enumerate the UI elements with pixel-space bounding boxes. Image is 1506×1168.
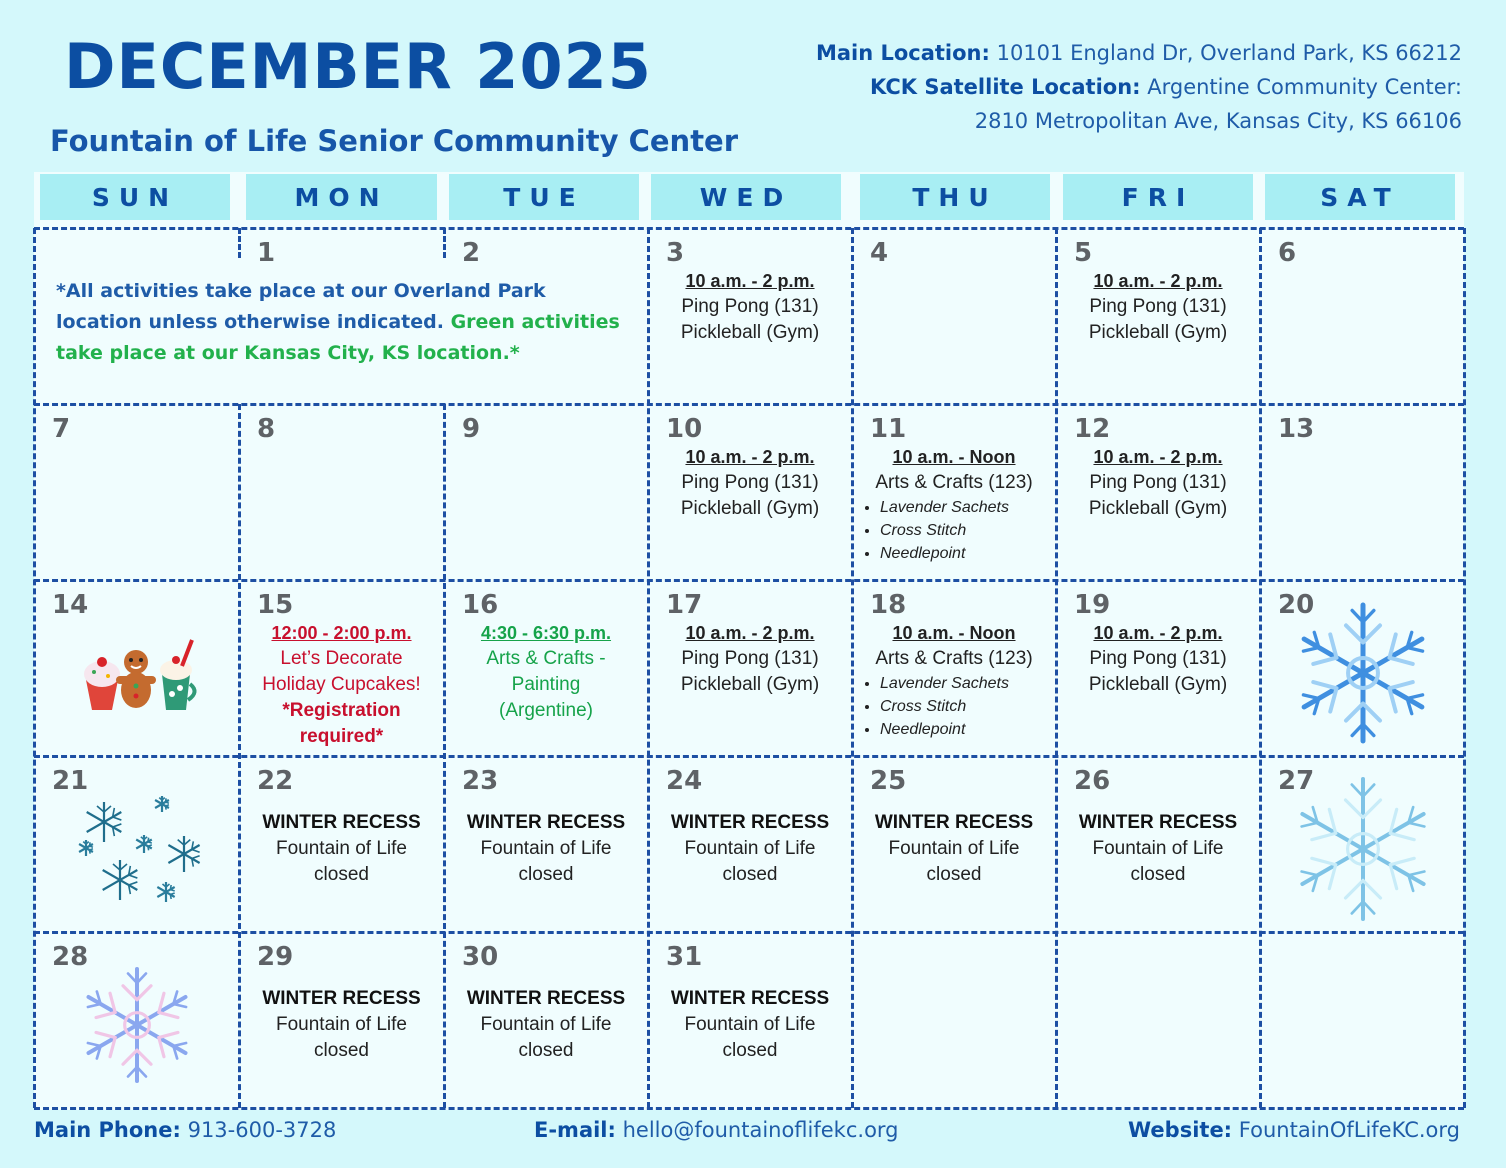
event-time: 10 a.m. - 2 p.m. <box>1093 447 1223 467</box>
event <box>1056 810 1260 888</box>
registration-note: required* <box>299 726 384 747</box>
event <box>648 986 852 1064</box>
day-cell <box>444 404 648 580</box>
event-time: 10 a.m. - 2 p.m. <box>685 447 815 467</box>
weekday-sat: SAT <box>1265 174 1455 220</box>
weekday-wed: WED <box>651 174 841 220</box>
grid-line-vertical <box>443 228 446 258</box>
event-line: closed <box>314 864 369 885</box>
event <box>852 810 1056 888</box>
event <box>1056 444 1260 522</box>
event <box>852 620 1056 741</box>
activity-item: • Needlepoint <box>880 718 1056 741</box>
weekday-mon: MON <box>246 174 437 220</box>
day-number: 24 <box>666 766 703 796</box>
event-time: 10 a.m. - Noon <box>892 447 1016 467</box>
event <box>444 620 648 724</box>
day-number: 20 <box>1278 590 1315 620</box>
event-line: Fountain of Life <box>480 1014 612 1035</box>
activity-item: • Lavender Sachets <box>880 496 1056 519</box>
day-number: 26 <box>1074 766 1111 796</box>
day-cell <box>648 228 852 404</box>
grid-line-vertical <box>238 228 241 258</box>
event <box>239 986 444 1064</box>
day-number: 13 <box>1278 414 1315 444</box>
event-line: Fountain of Life <box>888 838 1020 859</box>
day-number: 3 <box>666 238 685 268</box>
grid-line-horizontal <box>34 403 1464 406</box>
day-cell <box>852 756 1056 932</box>
event-time: 10 a.m. - Noon <box>892 623 1016 643</box>
event <box>239 620 444 750</box>
event <box>444 986 648 1064</box>
location-note-green: Green activities take place at our Kansas City, KS location.* <box>56 311 620 364</box>
grid-line-vertical <box>1463 228 1466 1108</box>
holiday-treats-icon <box>78 636 198 720</box>
event-line: Ping Pong (131) <box>1089 648 1227 669</box>
calendar <box>34 172 1464 1110</box>
day-cell <box>1260 756 1464 932</box>
satellite-location-line1: Argentine Community Center: <box>1147 75 1462 99</box>
day-number: 12 <box>1074 414 1111 444</box>
day-cell <box>239 932 444 1108</box>
event-line: closed <box>314 1040 369 1061</box>
day-cell <box>34 756 239 932</box>
event-line: Pickleball (Gym) <box>680 322 820 343</box>
snowflake-cluster-icon <box>74 796 204 910</box>
day-cell <box>648 932 852 1108</box>
event-line: closed <box>1130 864 1186 885</box>
event-line: closed <box>518 864 574 885</box>
registration-note: *Registration <box>282 700 401 721</box>
event-line: Fountain of Life <box>1092 838 1224 859</box>
calendar-grid <box>34 228 1464 1108</box>
activity-list <box>852 496 1056 565</box>
snowflake-pastel-icon <box>62 950 212 1104</box>
day-cell <box>852 932 1056 1108</box>
event-line: Fountain of Life <box>480 838 612 859</box>
day-cell <box>852 580 1056 756</box>
activity-item: • Cross Stitch <box>880 695 1056 718</box>
location-note <box>56 276 636 369</box>
event-time: 10 a.m. - 2 p.m. <box>685 271 815 291</box>
snowflake-light-icon <box>1288 774 1438 928</box>
grid-line-horizontal <box>34 227 1464 230</box>
event-line: Arts & Crafts (123) <box>875 472 1033 493</box>
grid-line-vertical <box>1055 228 1058 1108</box>
main-location-address: 10101 England Dr, Overland Park, KS 66212 <box>996 41 1462 65</box>
grid-line-horizontal <box>34 931 1464 934</box>
grid-line-vertical <box>33 228 36 1108</box>
event-line: Fountain of Life <box>684 838 816 859</box>
event <box>852 444 1056 565</box>
event-line: Fountain of Life <box>684 1014 816 1035</box>
event-line: closed <box>722 1040 778 1061</box>
grid-line-horizontal <box>34 1107 1464 1110</box>
activity-item: • Needlepoint <box>880 542 1056 565</box>
day-cell <box>444 756 648 932</box>
day-number: 5 <box>1074 238 1093 268</box>
day-number: 23 <box>462 766 499 796</box>
email-label: E-mail: <box>534 1118 616 1142</box>
weekday-sun: SUN <box>40 174 230 220</box>
event <box>648 444 852 522</box>
satellite-location-line2: 2810 Metropolitan Ave, Kansas City, KS 66106 <box>974 109 1462 133</box>
day-cell <box>1056 404 1260 580</box>
phone-label: Main Phone: <box>34 1118 181 1142</box>
day-number: 16 <box>462 590 499 620</box>
event-line: Fountain of Life <box>276 838 407 859</box>
day-cell <box>34 580 239 756</box>
day-cell <box>239 580 444 756</box>
main-location-label: Main Location: <box>815 41 990 65</box>
footer-phone <box>34 1118 336 1142</box>
weekday-header <box>34 172 1464 224</box>
winter-recess-label: WINTER RECESS <box>262 812 421 833</box>
main-location <box>816 36 1462 70</box>
day-cell <box>34 404 239 580</box>
day-number: 6 <box>1278 238 1297 268</box>
day-number: 8 <box>257 414 276 444</box>
winter-recess-label: WINTER RECESS <box>1078 812 1238 833</box>
event-line: Holiday Cupcakes! <box>262 674 421 695</box>
winter-recess-label: WINTER RECESS <box>466 988 626 1009</box>
event <box>239 810 444 888</box>
weekday-thu: THU <box>860 174 1050 220</box>
event-line: Pickleball (Gym) <box>1088 674 1228 695</box>
day-cell <box>1260 580 1464 756</box>
day-number: 25 <box>870 766 907 796</box>
day-number: 22 <box>257 766 294 796</box>
winter-recess-label: WINTER RECESS <box>670 812 830 833</box>
day-number: 4 <box>870 238 889 268</box>
winter-recess-label: WINTER RECESS <box>874 812 1034 833</box>
snowflake-blue-icon <box>1288 598 1438 752</box>
day-cell <box>648 404 852 580</box>
winter-recess-label: WINTER RECESS <box>262 988 421 1009</box>
event <box>444 810 648 888</box>
weekday-tue: TUE <box>449 174 639 220</box>
event-line: (Argentine) <box>499 700 593 721</box>
event-time: 10 a.m. - 2 p.m. <box>1093 271 1223 291</box>
day-number: 17 <box>666 590 703 620</box>
day-number: 21 <box>52 766 89 796</box>
grid-line-vertical <box>1259 228 1262 1108</box>
day-cell <box>1260 932 1464 1108</box>
day-number: 30 <box>462 942 499 972</box>
locations-block <box>816 36 1462 138</box>
day-number: 1 <box>257 238 276 268</box>
event-line: Arts & Crafts - <box>486 648 606 669</box>
day-number: 2 <box>462 238 481 268</box>
event-line: Pickleball (Gym) <box>680 674 820 695</box>
event-line: Ping Pong (131) <box>681 296 819 317</box>
day-cell <box>444 580 648 756</box>
event-line: closed <box>926 864 982 885</box>
satellite-location-label: KCK Satellite Location: <box>870 75 1141 99</box>
day-cell <box>1056 228 1260 404</box>
winter-recess-label: WINTER RECESS <box>670 988 830 1009</box>
grid-line-horizontal <box>34 755 1464 758</box>
day-number: 31 <box>666 942 703 972</box>
event <box>1056 620 1260 698</box>
event-line: closed <box>722 864 778 885</box>
day-cell <box>1056 932 1260 1108</box>
day-cell <box>239 756 444 932</box>
day-cell <box>1260 228 1464 404</box>
event-line: Fountain of Life <box>276 1014 407 1035</box>
day-number: 11 <box>870 414 907 444</box>
day-cell <box>1260 404 1464 580</box>
grid-line-horizontal <box>34 579 1464 582</box>
day-number: 27 <box>1278 766 1315 796</box>
footer-website <box>1128 1118 1460 1142</box>
event-line: Arts & Crafts (123) <box>875 648 1033 669</box>
day-number: 10 <box>666 414 703 444</box>
day-cell <box>444 932 648 1108</box>
email-link[interactable]: hello@fountainoflifekc.org <box>622 1118 899 1142</box>
event-time: 12:00 - 2:00 p.m. <box>271 623 412 643</box>
website-link[interactable]: FountainOfLifeKC.org <box>1238 1118 1460 1142</box>
phone-number[interactable]: 913-600-3728 <box>187 1118 337 1142</box>
day-cell <box>34 932 239 1108</box>
event-time: 10 a.m. - 2 p.m. <box>1093 623 1223 643</box>
activity-item: • Lavender Sachets <box>880 672 1056 695</box>
activity-item: • Cross Stitch <box>880 519 1056 542</box>
event-line: Pickleball (Gym) <box>1088 322 1228 343</box>
event-line: Painting <box>511 674 581 695</box>
event-time: 4:30 - 6:30 p.m. <box>480 623 612 643</box>
grid-line-vertical <box>443 404 446 1108</box>
event-line: Ping Pong (131) <box>1089 472 1227 493</box>
day-cell <box>852 404 1056 580</box>
footer-email <box>534 1118 899 1142</box>
day-cell <box>852 228 1056 404</box>
website-label: Website: <box>1128 1118 1233 1142</box>
winter-recess-label: WINTER RECESS <box>466 812 626 833</box>
day-number: 18 <box>870 590 907 620</box>
center-name: Fountain of Life Senior Community Center <box>50 124 739 158</box>
day-number: 14 <box>52 590 89 620</box>
event-line: Ping Pong (131) <box>681 472 819 493</box>
event-line: Let’s Decorate <box>280 648 403 669</box>
grid-line-vertical <box>238 404 241 1108</box>
day-cell <box>1056 580 1260 756</box>
event-line: Ping Pong (131) <box>1089 296 1227 317</box>
event-line: Pickleball (Gym) <box>1088 498 1228 519</box>
event <box>648 810 852 888</box>
day-number: 9 <box>462 414 481 444</box>
event <box>1056 268 1260 346</box>
event-line: Pickleball (Gym) <box>680 498 820 519</box>
day-number: 7 <box>52 414 71 444</box>
day-number: 15 <box>257 590 294 620</box>
event-line: Ping Pong (131) <box>681 648 819 669</box>
day-cell <box>239 404 444 580</box>
weekday-fri: FRI <box>1063 174 1253 220</box>
event <box>648 620 852 698</box>
event-time: 10 a.m. - 2 p.m. <box>685 623 815 643</box>
day-number: 29 <box>257 942 294 972</box>
satellite-location <box>816 70 1462 104</box>
day-cell <box>648 580 852 756</box>
day-number: 19 <box>1074 590 1111 620</box>
location-note-blue: *All activities take place at our Overland Park location unless otherwise indicated. <box>56 280 546 333</box>
event-line: closed <box>518 1040 574 1061</box>
day-number: 28 <box>52 942 89 972</box>
grid-line-vertical <box>647 228 650 1108</box>
page-title: DECEMBER 2025 <box>64 30 652 103</box>
event <box>648 268 852 346</box>
day-cell <box>648 756 852 932</box>
grid-line-vertical <box>851 228 854 1108</box>
activity-list <box>852 672 1056 741</box>
day-cell <box>1056 756 1260 932</box>
